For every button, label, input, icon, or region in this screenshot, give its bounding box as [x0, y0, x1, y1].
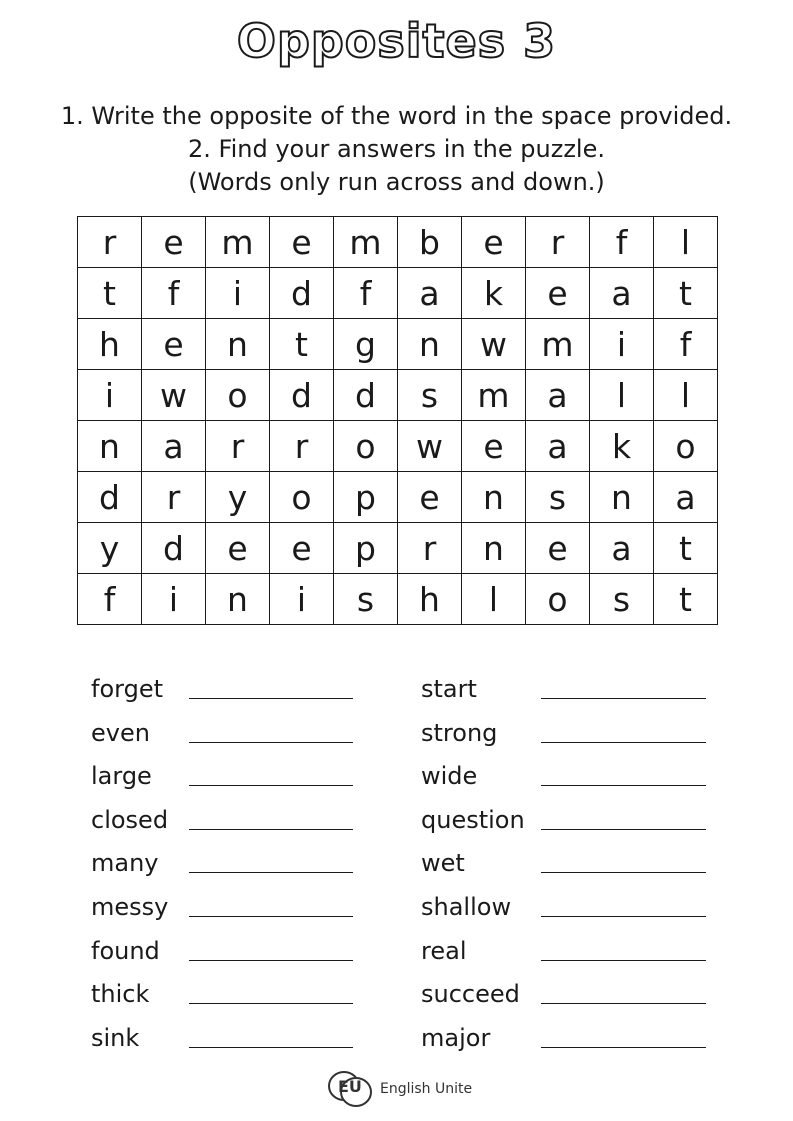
logo-text: English Unite — [380, 1081, 473, 1097]
grid-cell: h — [78, 319, 142, 370]
grid-cell: e — [462, 421, 526, 472]
answer-blank[interactable] — [189, 1003, 353, 1004]
answer-blank[interactable] — [541, 1003, 706, 1004]
word-label: succeed — [421, 980, 520, 1009]
word-row — [91, 930, 353, 966]
answer-blank[interactable] — [189, 960, 353, 961]
answer-blank[interactable] — [541, 916, 706, 917]
grid-cell: e — [398, 472, 462, 523]
grid-cell: l — [462, 574, 526, 625]
grid-row — [78, 472, 718, 523]
instructions — [0, 100, 793, 199]
grid-row — [78, 217, 718, 268]
word-row — [421, 799, 706, 835]
grid-cell: w — [142, 370, 206, 421]
grid-row — [78, 370, 718, 421]
answer-blank[interactable] — [189, 872, 353, 873]
grid-cell: o — [526, 574, 590, 625]
word-label: closed — [91, 805, 169, 834]
grid-cell: i — [270, 574, 334, 625]
grid-cell: e — [526, 523, 590, 574]
grid-cell: i — [590, 319, 654, 370]
grid-cell: w — [398, 421, 462, 472]
word-label: start — [421, 675, 477, 703]
grid-cell: g — [334, 319, 398, 370]
word-search-grid — [77, 216, 718, 625]
grid-cell: p — [334, 472, 398, 523]
grid-row — [78, 574, 718, 625]
grid-cell: n — [398, 319, 462, 370]
grid-cell: s — [398, 370, 462, 421]
answer-blank[interactable] — [189, 829, 353, 830]
grid-cell: b — [398, 217, 462, 268]
grid-cell: s — [590, 574, 654, 625]
answer-blank[interactable] — [541, 960, 706, 961]
grid-cell: o — [206, 370, 270, 421]
grid-cell: d — [142, 523, 206, 574]
grid-cell: s — [334, 574, 398, 625]
word-label: messy — [91, 893, 169, 921]
grid-cell: r — [398, 523, 462, 574]
grid-cell: n — [462, 472, 526, 523]
word-label: forget — [91, 675, 163, 703]
grid-cell: a — [590, 268, 654, 319]
page-title: Opposites 3 — [236, 14, 557, 68]
word-row — [421, 712, 706, 748]
grid-cell: y — [78, 523, 142, 574]
word-row — [421, 973, 706, 1009]
word-row — [91, 842, 353, 878]
grid-cell: w — [462, 319, 526, 370]
grid-cell: r — [206, 421, 270, 472]
grid-cell: f — [142, 268, 206, 319]
word-label: large — [91, 762, 152, 791]
grid-cell: t — [78, 268, 142, 319]
word-label: question — [421, 805, 525, 834]
grid-cell: a — [398, 268, 462, 319]
word-row — [421, 1017, 706, 1053]
answer-blank[interactable] — [541, 785, 706, 786]
grid-cell: p — [334, 523, 398, 574]
word-row — [91, 668, 353, 704]
grid-cell: s — [526, 472, 590, 523]
answer-blank[interactable] — [189, 698, 353, 699]
grid-cell: f — [334, 268, 398, 319]
word-row — [91, 1017, 353, 1053]
logo-mark-letter-e: EU — [338, 1077, 362, 1096]
grid-cell: n — [206, 574, 270, 625]
grid-cell: n — [462, 523, 526, 574]
grid-cell: f — [590, 217, 654, 268]
word-row — [421, 886, 706, 922]
grid-cell: o — [654, 421, 718, 472]
grid-cell: i — [78, 370, 142, 421]
grid-cell: r — [142, 472, 206, 523]
grid-cell: r — [526, 217, 590, 268]
grid-cell: e — [462, 217, 526, 268]
word-row — [91, 712, 353, 748]
grid-cell: m — [526, 319, 590, 370]
word-label: strong — [421, 718, 498, 747]
grid-cell: r — [270, 421, 334, 472]
logo-mark-icon — [326, 1068, 376, 1110]
word-row — [421, 755, 706, 791]
grid-cell: o — [270, 472, 334, 523]
grid-cell: d — [270, 370, 334, 421]
grid-cell: a — [526, 421, 590, 472]
grid-cell: i — [206, 268, 270, 319]
answer-blank[interactable] — [541, 1047, 706, 1048]
grid-cell: l — [654, 217, 718, 268]
word-label: many — [91, 849, 159, 878]
grid-row — [78, 319, 718, 370]
grid-cell: o — [334, 421, 398, 472]
word-row — [421, 668, 706, 704]
answer-blank[interactable] — [541, 872, 706, 873]
grid-cell: e — [206, 523, 270, 574]
word-label: sink — [91, 1023, 140, 1052]
grid-cell: t — [654, 523, 718, 574]
word-row — [91, 973, 353, 1009]
grid-cell: n — [590, 472, 654, 523]
word-row — [91, 799, 353, 835]
grid-cell: n — [78, 421, 142, 472]
word-row — [91, 886, 353, 922]
grid-cell: e — [526, 268, 590, 319]
answer-blank[interactable] — [189, 916, 353, 917]
word-row — [91, 755, 353, 791]
grid-cell: k — [462, 268, 526, 319]
grid-cell: y — [206, 472, 270, 523]
grid-cell: d — [78, 472, 142, 523]
answer-blank[interactable] — [541, 742, 706, 743]
instruction-line-3: (Words only run across and down.) — [188, 168, 605, 196]
grid-cell: i — [142, 574, 206, 625]
grid-cell: k — [590, 421, 654, 472]
grid-cell: t — [270, 319, 334, 370]
grid-cell: r — [78, 217, 142, 268]
instruction-line-2: 2. Find your answers in the puzzle. — [188, 135, 605, 163]
grid-cell: e — [270, 217, 334, 268]
word-label: thick — [91, 980, 150, 1009]
word-label: wide — [421, 762, 478, 791]
answer-blank[interactable] — [189, 785, 353, 786]
grid-cell: l — [590, 370, 654, 421]
instruction-line-1: 1. Write the opposite of the word in the space provided. — [60, 102, 733, 130]
grid-cell: a — [142, 421, 206, 472]
word-label: even — [91, 718, 150, 747]
grid-cell: a — [654, 472, 718, 523]
answer-blank[interactable] — [541, 698, 706, 699]
grid-cell: f — [654, 319, 718, 370]
word-label: real — [421, 936, 467, 965]
grid-cell: a — [526, 370, 590, 421]
grid-cell: e — [142, 319, 206, 370]
grid-cell: t — [654, 574, 718, 625]
answer-blank[interactable] — [541, 829, 706, 830]
answer-blank[interactable] — [189, 742, 353, 743]
grid-cell: h — [398, 574, 462, 625]
grid-cell: m — [334, 217, 398, 268]
grid-cell: l — [654, 370, 718, 421]
grid-cell: e — [142, 217, 206, 268]
grid-row — [78, 421, 718, 472]
word-label: major — [421, 1023, 491, 1052]
grid-cell: n — [206, 319, 270, 370]
answer-blank[interactable] — [189, 1047, 353, 1048]
grid-cell: m — [206, 217, 270, 268]
word-row — [421, 930, 706, 966]
grid-cell: d — [334, 370, 398, 421]
grid-cell: a — [590, 523, 654, 574]
grid-row — [78, 523, 718, 574]
word-label: found — [91, 936, 160, 965]
grid-cell: e — [270, 523, 334, 574]
grid-cell: f — [78, 574, 142, 625]
word-label: shallow — [421, 893, 512, 921]
grid-cell: d — [270, 268, 334, 319]
grid-row — [78, 268, 718, 319]
grid-cell: m — [462, 370, 526, 421]
english-unite-logo — [326, 1068, 472, 1110]
word-label: wet — [421, 849, 465, 878]
grid-cell: t — [654, 268, 718, 319]
word-row — [421, 842, 706, 878]
